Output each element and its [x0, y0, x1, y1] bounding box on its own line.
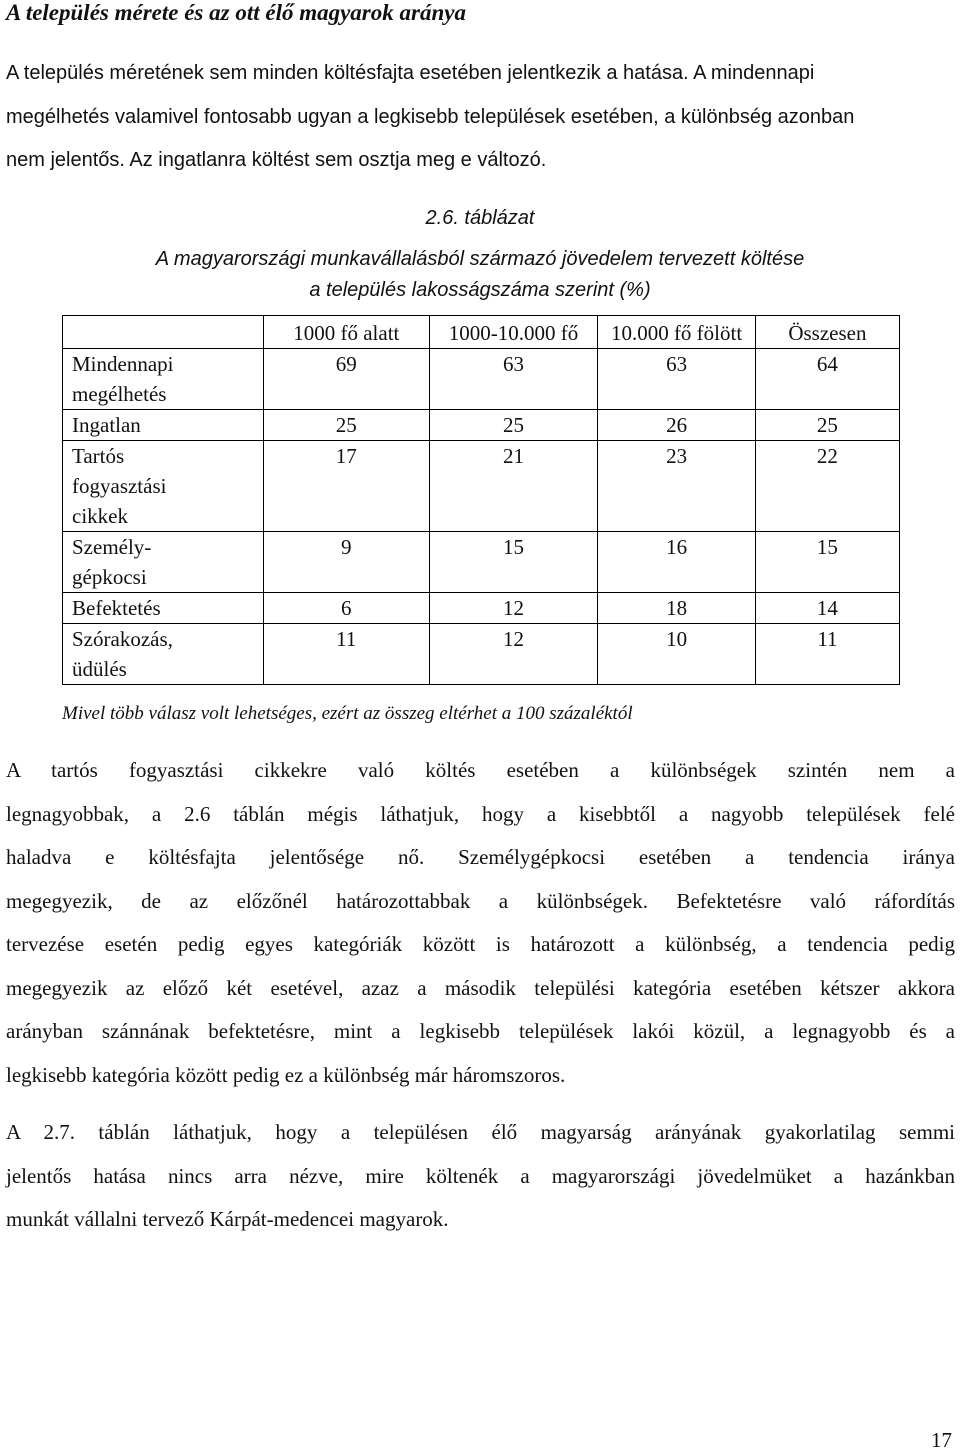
paragraph-line: arányban szánnának befektetésre, mint a legkisebb települések lakói közül, a legnagyobb és a — [6, 1019, 955, 1043]
row-label: Ingatlan — [63, 410, 264, 441]
page-number: 17 — [931, 1428, 952, 1452]
paragraph-line: A 2.7. táblán láthatjuk, hogy a településen élő magyarság arányának gyakorlatilag semmi — [6, 1120, 955, 1144]
intro-paragraph — [6, 52, 955, 183]
table-row — [63, 410, 900, 441]
analysis-paragraph — [6, 749, 955, 1097]
table-cell: 18 — [598, 593, 756, 624]
table-cell: 25 — [429, 410, 597, 441]
paragraph-line: A tartós fogyasztási cikkekre való költés esetében a különbségek szintén nem a — [6, 758, 955, 782]
paragraph-line: megegyezik az előző két esetével, azaz a második települési kategória esetében kétszer akkora — [6, 975, 955, 1000]
table-cell: 64 — [755, 349, 899, 410]
table-title-line-2: a település lakosságszáma szerint (%) — [309, 279, 651, 301]
table-cell: 25 — [755, 410, 899, 441]
paragraph-line: A település méretének sem minden költésfajta esetében jelentkezik a hatása. A mindennapi — [6, 62, 815, 84]
table-cell: 16 — [598, 532, 756, 593]
table-title-line-1: A magyarországi munkavállalásból származó jövedelem tervezett költése — [155, 248, 805, 270]
row-label: Befektetés — [63, 593, 264, 624]
column-header: Összesen — [755, 316, 899, 349]
paragraph-line: legnagyobbak, a 2.6 táblán mégis láthatjuk, hogy a kisebbtől a nagyobb települések felé — [6, 801, 955, 826]
table-number: 2.6. táblázat — [425, 207, 535, 229]
paragraph-line: megegyezik, de az előzőnél határozottabbak a különbségek. Befektetésre való ráfordítás — [6, 888, 955, 913]
table-cell: 63 — [429, 349, 597, 410]
conclusion-paragraph — [6, 1111, 955, 1242]
paragraph-line: nem jelentős. Az ingatlanra költést sem osztja meg e változó. — [6, 149, 547, 171]
column-header: 10.000 fő fölött — [598, 316, 756, 349]
table-cell: 25 — [263, 410, 429, 441]
table-cell: 22 — [755, 441, 899, 532]
column-header: 1000 fő alatt — [263, 316, 429, 349]
table-cell: 21 — [429, 441, 597, 532]
table-cell: 12 — [429, 593, 597, 624]
table-note: Mivel több válasz volt lehetséges, ezért az összeg eltérhet a 100 százaléktól — [62, 703, 633, 724]
header-empty-cell — [63, 316, 264, 349]
table-row — [63, 593, 900, 624]
table-cell: 63 — [598, 349, 756, 410]
paragraph-line: legkisebb kategória között pedig ez a különbség már háromszoros. — [6, 1062, 566, 1087]
row-label: Szórakozás, üdülés — [63, 624, 264, 685]
table-cell: 17 — [263, 441, 429, 532]
paragraph-line: jelentős hatása nincs arra nézve, mire költenék a magyarországi jövedelmüket a hazánkban — [6, 1163, 955, 1188]
table-row — [63, 349, 900, 410]
table-cell: 69 — [263, 349, 429, 410]
section-heading: A település mérete és az ott élő magyarok aránya — [6, 0, 466, 25]
paragraph-line: haladva e költésfajta jelentősége nő. Személygépkocsi esetében a tendencia iránya — [6, 845, 955, 869]
data-table — [62, 315, 900, 685]
table-cell: 15 — [429, 532, 597, 593]
table-header-row — [63, 316, 900, 349]
paragraph-line: megélhetés valamivel fontosabb ugyan a legkisebb települések esetében, a különbség azonban — [6, 105, 855, 128]
table-cell: 23 — [598, 441, 756, 532]
row-label: Tartós fogyasztási cikkek — [63, 441, 264, 532]
row-label: Személy- gépkocsi — [63, 532, 264, 593]
table-row — [63, 532, 900, 593]
table-cell: 6 — [263, 593, 429, 624]
table-cell: 14 — [755, 593, 899, 624]
table-row — [63, 624, 900, 685]
table-cell: 26 — [598, 410, 756, 441]
table-row — [63, 441, 900, 532]
table-cell: 12 — [429, 624, 597, 685]
row-label: Mindennapi megélhetés — [63, 349, 264, 410]
column-header: 1000-10.000 fő — [429, 316, 597, 349]
paragraph-line: tervezése esetén pedig egyes kategóriák között is határozott a különbség, a tendencia pedig — [6, 932, 955, 956]
table-cell: 11 — [263, 624, 429, 685]
paragraph-line: munkát vállalni tervező Kárpát-medencei magyarok. — [6, 1207, 449, 1231]
table-cell: 9 — [263, 532, 429, 593]
table-cell: 11 — [755, 624, 899, 685]
table-cell: 15 — [755, 532, 899, 593]
table-cell: 10 — [598, 624, 756, 685]
